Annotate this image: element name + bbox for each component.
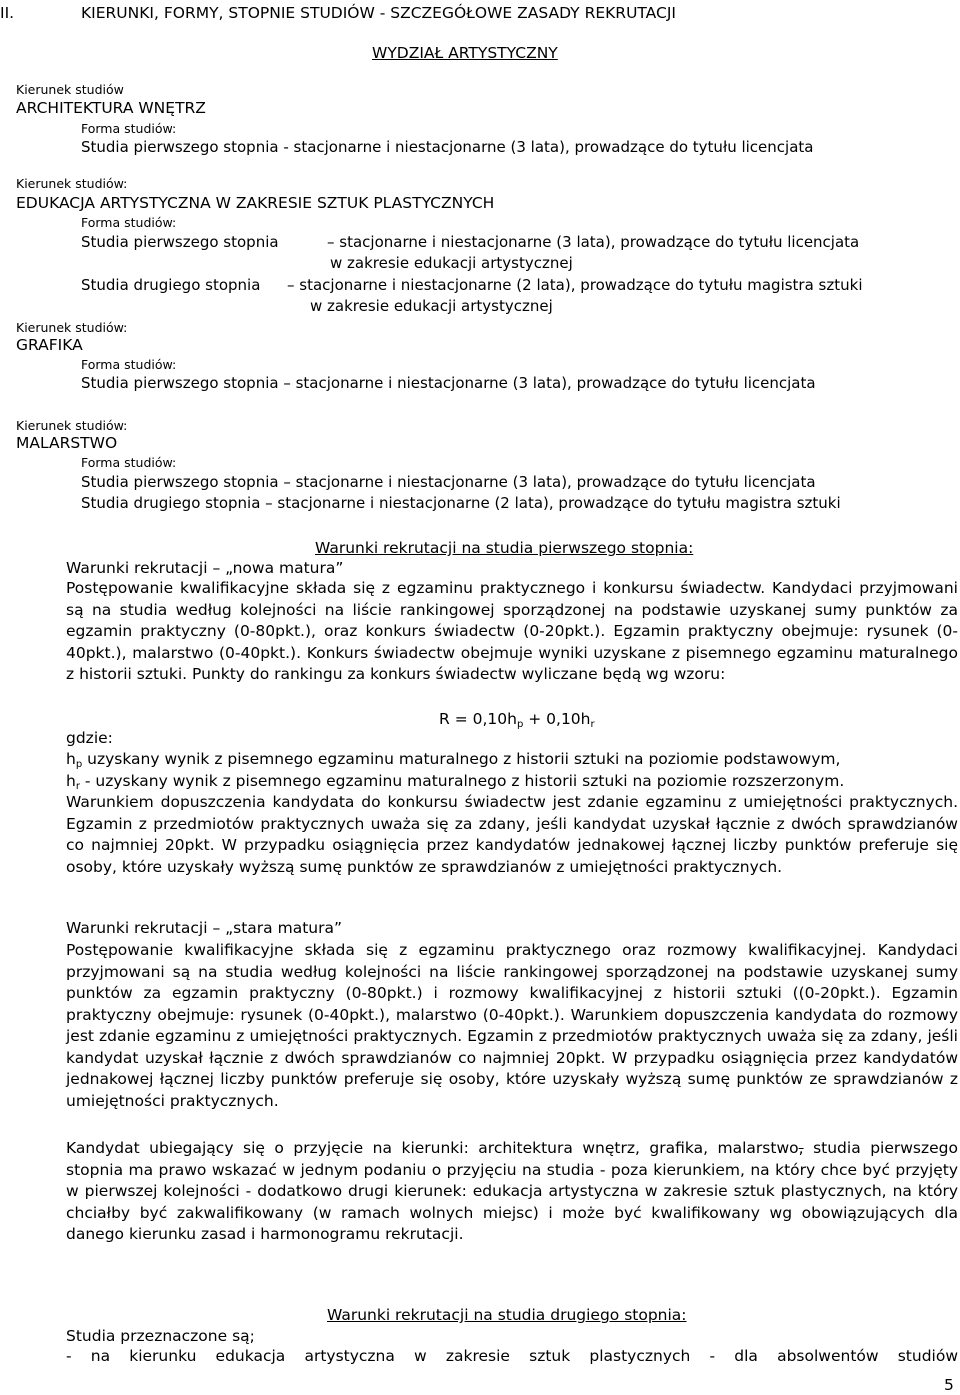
kandydat-text-b: studia pierwszego stopnia ma prawo wskazać w jednym podaniu o przyjęciu na studia - poza kierunkiem, na który chce być przyjęty w pierwszej kolejności - dodatkowo drugi kierunek: edukacja artystyczna w zakresie sztuk plastycznych, na który chciałby być zakwalifikowany (w ramach wolnych miejsc) i może być kwalifikowany wg obowiązujących dla danego kierunku zasad i harmonogramu rekrutacji. <box>66 1139 958 1243</box>
section-title: KIERUNKI, FORMY, STOPNIE STUDIÓW - SZCZEGÓŁOWE ZASADY REKRUTACJI <box>81 4 676 22</box>
second-degree-heading: Warunki rekrutacji na studia drugiego stopnia: <box>327 1306 687 1324</box>
first-degree-heading: Warunki rekrutacji na studia pierwszego stopnia: <box>315 539 694 557</box>
form-line: Studia pierwszego stopnia – stacjonarne i niestacjonarne (3 lata), prowadzące do tytułu licencjata <box>81 473 816 491</box>
kandydat-text <box>66 1138 958 1246</box>
forma-label: Forma studiów: <box>81 357 177 372</box>
form-line: w zakresie edukacji artystycznej <box>310 297 553 315</box>
form-line: w zakresie edukacji artystycznej <box>330 254 573 272</box>
forma-label: Forma studiów: <box>81 455 177 470</box>
formula <box>439 710 595 728</box>
form-line: Studia drugiego stopnia <box>81 276 261 294</box>
kandydat-text-a: Kandydat ubiegający się o przyjęcie na kierunki: architektura wnętrz, grafika, malarstwo <box>66 1139 799 1157</box>
formula-sub-p: p <box>516 719 524 730</box>
kandydat-paragraph <box>66 1138 958 1246</box>
faculty-heading: WYDZIAŁ ARTYSTYCZNY <box>372 44 558 62</box>
formula-sub-r: r <box>590 719 595 730</box>
form-line: – stacjonarne i niestacjonarne (3 lata), prowadzące do tytułu licencjata <box>327 233 860 251</box>
stara-matura-paragraph <box>66 940 958 1112</box>
kierunek-label: Kierunek studiów: <box>16 320 128 335</box>
hp-definition <box>66 750 840 768</box>
program-name: MALARSTWO <box>16 434 118 452</box>
second-degree-line2: - na kierunku edukacja artystyczna w zakresie sztuk plastycznych - dla absolwentów studiów <box>66 1347 958 1365</box>
stara-matura-title: Warunki rekrutacji – „stara matura” <box>66 919 342 937</box>
nowa-matura-paragraph <box>66 578 958 686</box>
hp-var: h <box>66 750 76 768</box>
form-line: Studia pierwszego stopnia - stacjonarne i niestacjonarne (3 lata), prowadzące do tytułu licencjata <box>81 138 814 156</box>
form-line: Studia pierwszego stopnia <box>81 233 279 251</box>
hp-text: uzyskany wynik z pisemnego egzaminu maturalnego z historii sztuki na poziomie podstawowym, <box>82 750 841 768</box>
formula-main: R = 0,10h <box>439 710 517 728</box>
struck-comma: , <box>798 1139 804 1157</box>
second-degree-line2-wrap <box>66 1346 958 1368</box>
kierunek-label: Kierunek studiów: <box>16 418 128 433</box>
form-line: Studia drugiego stopnia – stacjonarne i niestacjonarne (2 lata), prowadzące do tytułu magistra sztuki <box>81 494 841 512</box>
program-name: EDUKACJA ARTYSTYCZNA W ZAKRESIE SZTUK PLASTYCZNYCH <box>16 194 495 212</box>
form-line: – stacjonarne i niestacjonarne (2 lata), prowadzące do tytułu magistra sztuki <box>287 276 863 294</box>
forma-label: Forma studiów: <box>81 215 177 230</box>
gdzie-label: gdzie: <box>66 729 113 747</box>
formula-plus: + 0,10h <box>523 710 591 728</box>
nowa-matura-text: Postępowanie kwalifikacyjne składa się z egzaminu praktycznego i konkursu świadectw. Kandydaci przyjmowani są na studia według kolejności na liście rankingowej sporządzonej na podstawie uzyskanej sumy punktów za egzamin praktyczny (0-80pkt.), oraz konkurs świadectw (0-20pkt.). Egzamin praktyczny obejmuje: rysunek (0-40pkt.), malarstwo (0-40pkt.). Konkurs świadectw obejmuje wyniki uzyskane z pisemnego egzaminu maturalnego z historii sztuki. Punkty do rankingu za konkurs świadectw wyliczane będą wg wzoru: <box>66 579 958 683</box>
form-line: Studia pierwszego stopnia – stacjonarne i niestacjonarne (3 lata), prowadzące do tytułu licencjata <box>81 374 816 392</box>
hr-text: - uzyskany wynik z pisemnego egzaminu maturalnego z historii sztuki na poziomie rozszerzonym. <box>79 772 845 790</box>
hr-definition <box>66 772 844 790</box>
hr-sub: r <box>75 781 80 792</box>
page-number: 5 <box>944 1376 954 1394</box>
stara-matura-text: Postępowanie kwalifikacyjne składa się z egzaminu praktycznego oraz rozmowy kwalifikacyjnej. Kandydaci przyjmowani są na studia według kolejności na liście rankingowej sporządzonej na podstawie uzyskanej sumy punktów za egzamin praktyczny (0-80pkt.) i rozmowy kwalifikacyjnej z historii sztuki ((0-20pkt.). Egzamin praktyczny obejmuje: rysunek (0-40pkt.), malarstwo (0-40pkt.). Warunkiem dopuszczenia kandydata do rozmowy jest zdanie egzaminu z umiejętności praktycznych. Egzamin z przedmiotów praktycznych uważa się za zdany, jeśli kandydat uzyskał łącznie z dwóch sprawdzianów co najmniej 20pkt. W przypadku osiągnięcia przez kandydatów jednakowej łącznej liczby punktów preferuje się osoby, które uzyskały wyższą sumę punktów ze sprawdzianów z umiejętności praktycznych. <box>66 941 958 1110</box>
hp-sub: p <box>75 759 83 770</box>
second-degree-line1: Studia przeznaczone są; <box>66 1327 255 1345</box>
kierunek-label: Kierunek studiów <box>16 82 124 97</box>
nowa-matura-title: Warunki rekrutacji – „nowa matura” <box>66 559 344 577</box>
section-number: II. <box>0 4 15 22</box>
forma-label: Forma studiów: <box>81 121 177 136</box>
dopuszczenie-paragraph <box>66 792 958 878</box>
hr-var: h <box>66 772 76 790</box>
program-name: ARCHITEKTURA WNĘTRZ <box>16 99 206 117</box>
dopuszczenie-text: Warunkiem dopuszczenia kandydata do konkursu świadectw jest zdanie egzaminu z umiejętności praktycznych. Egzamin z przedmiotów praktycznych uważa się za zdany, jeśli kandydat uzyskał łącznie z dwóch sprawdzianów co najmniej 20pkt. W przypadku osiągnięcia przez kandydatów jednakowej łącznej liczby punktów preferuje się osoby, które uzyskały wyższą sumę punktów ze sprawdzianów z umiejętności praktycznych. <box>66 793 958 876</box>
program-name: GRAFIKA <box>16 336 83 354</box>
kierunek-label: Kierunek studiów: <box>16 176 128 191</box>
